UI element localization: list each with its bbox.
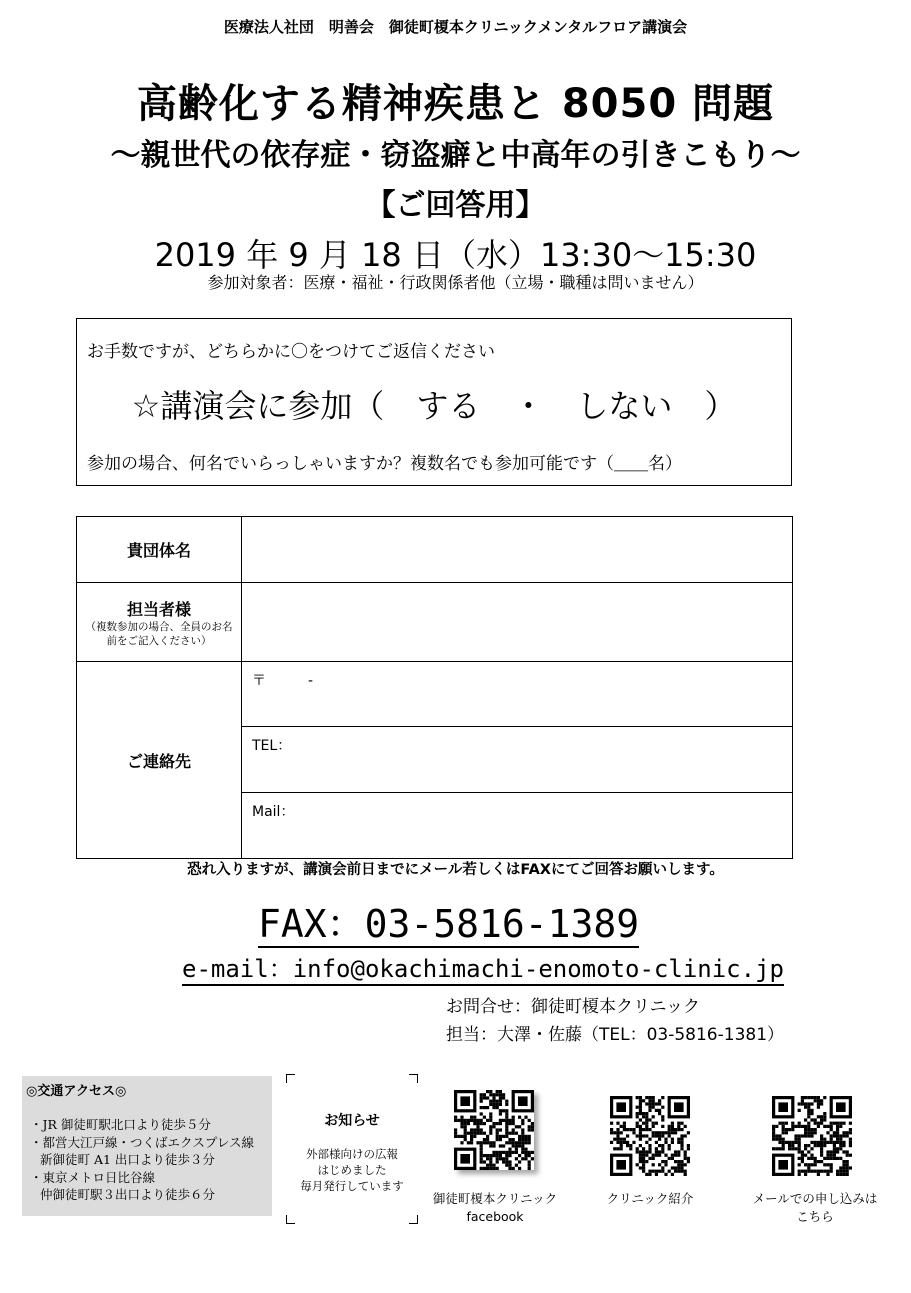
- page-subtitle: ～親世代の依存症・窃盗癖と中高年の引きこもり～: [110, 138, 801, 173]
- access-info-box: [22, 1076, 272, 1216]
- newsletter-notice: [286, 1074, 418, 1224]
- access-line: ・JR 御徒町駅北口より徒歩５分: [30, 1117, 211, 1132]
- inquiry-contact: お問合せ：御徒町榎本クリニック: [446, 997, 700, 1017]
- reply-label: 【ご回答用】: [365, 188, 546, 223]
- person-label-cell: [77, 583, 242, 662]
- access-line: 仲御徒町駅３出口より徒歩６分: [40, 1187, 216, 1202]
- postal-field[interactable]: [242, 662, 793, 727]
- facebook-qr-label-line: 御徒町榎本クリニック: [432, 1191, 558, 1206]
- mail-qr-label-line: こちら: [796, 1209, 834, 1224]
- tel-field[interactable]: [242, 727, 793, 793]
- reply-instruction: お手数ですが、どちらかに〇をつけてご返信ください: [87, 342, 495, 362]
- event-datetime: 2019 年 9 月 18 日（水）13:30～15:30: [154, 236, 757, 274]
- mail-field[interactable]: [242, 793, 793, 859]
- notice-body: [286, 1146, 418, 1194]
- postal-label: 〒 -: [252, 673, 314, 689]
- fax-number[interactable]: FAX：03-5816-1389: [258, 902, 640, 946]
- target-audience: 参加対象者：医療・福祉・行政関係者他（立場・職種は問いません）: [207, 273, 704, 292]
- attendance-choice[interactable]: ☆講演会に参加（ する ・ しない ）: [131, 387, 737, 425]
- mail-label: Mail：: [252, 804, 295, 820]
- access-heading: ◎交通アクセス◎: [26, 1084, 127, 1099]
- organizer-line: 医療法人社団 明善会 御徒町榎本クリニックメンタルフロア講演会: [223, 18, 688, 36]
- org-name-label: 貴団体名: [77, 517, 242, 583]
- person-name-field[interactable]: [242, 583, 793, 662]
- person-note: （複数参加の場合、全員のお名前をご記入ください）: [85, 620, 233, 647]
- corner-mark: [409, 1074, 418, 1083]
- access-line: 新御徒町 A1 出口より徒歩３分: [40, 1152, 215, 1167]
- corner-mark: [286, 1074, 295, 1083]
- person-label: 担当者様: [126, 599, 191, 619]
- tel-label: TEL：: [252, 738, 292, 754]
- attendance-box: [76, 318, 792, 486]
- attendee-count-question[interactable]: 参加の場合、何名でいらっしゃいますか？複数名でも参加可能です（＿＿名）: [87, 454, 682, 474]
- notice-line: 外部様向けの広報: [306, 1147, 398, 1161]
- notice-line: 毎月発行しています: [300, 1179, 404, 1193]
- facebook-qr-code-icon[interactable]: [454, 1090, 534, 1170]
- reply-deadline-note: 恐れ入りますが、講演会前日までにメール若しくはFAXにてご回答お願いします。: [187, 862, 724, 878]
- page-title: 高齢化する精神疾患と 8050 問題: [136, 81, 775, 127]
- notice-line: はじめました: [317, 1163, 387, 1177]
- mail-qr-label-line: メールでの申し込みは: [752, 1191, 878, 1206]
- facebook-qr-label: [420, 1190, 570, 1226]
- facebook-qr-label-line: facebook: [466, 1209, 524, 1224]
- mail-qr-code-icon[interactable]: [772, 1096, 852, 1176]
- clinic-qr-code-icon[interactable]: [610, 1096, 690, 1176]
- access-line: ・都営大江戸線・つくばエクスプレス線: [30, 1134, 255, 1150]
- access-line: ・東京メトロ日比谷線: [30, 1169, 156, 1185]
- notice-title: お知らせ: [324, 1113, 380, 1129]
- contact-label: ご連絡先: [77, 662, 242, 859]
- inquiry-staff: 担当：大澤・佐藤（TEL：03-5816-1381）: [446, 1025, 785, 1045]
- org-name-field[interactable]: [242, 517, 793, 583]
- corner-mark: [409, 1215, 418, 1224]
- corner-mark: [286, 1215, 295, 1224]
- reply-form-table: [76, 516, 793, 859]
- clinic-qr-label: クリニック紹介: [606, 1191, 694, 1206]
- email-address[interactable]: e-mail：info@okachimachi-enomoto-clinic.jp: [182, 954, 784, 986]
- mail-qr-label: [740, 1190, 890, 1226]
